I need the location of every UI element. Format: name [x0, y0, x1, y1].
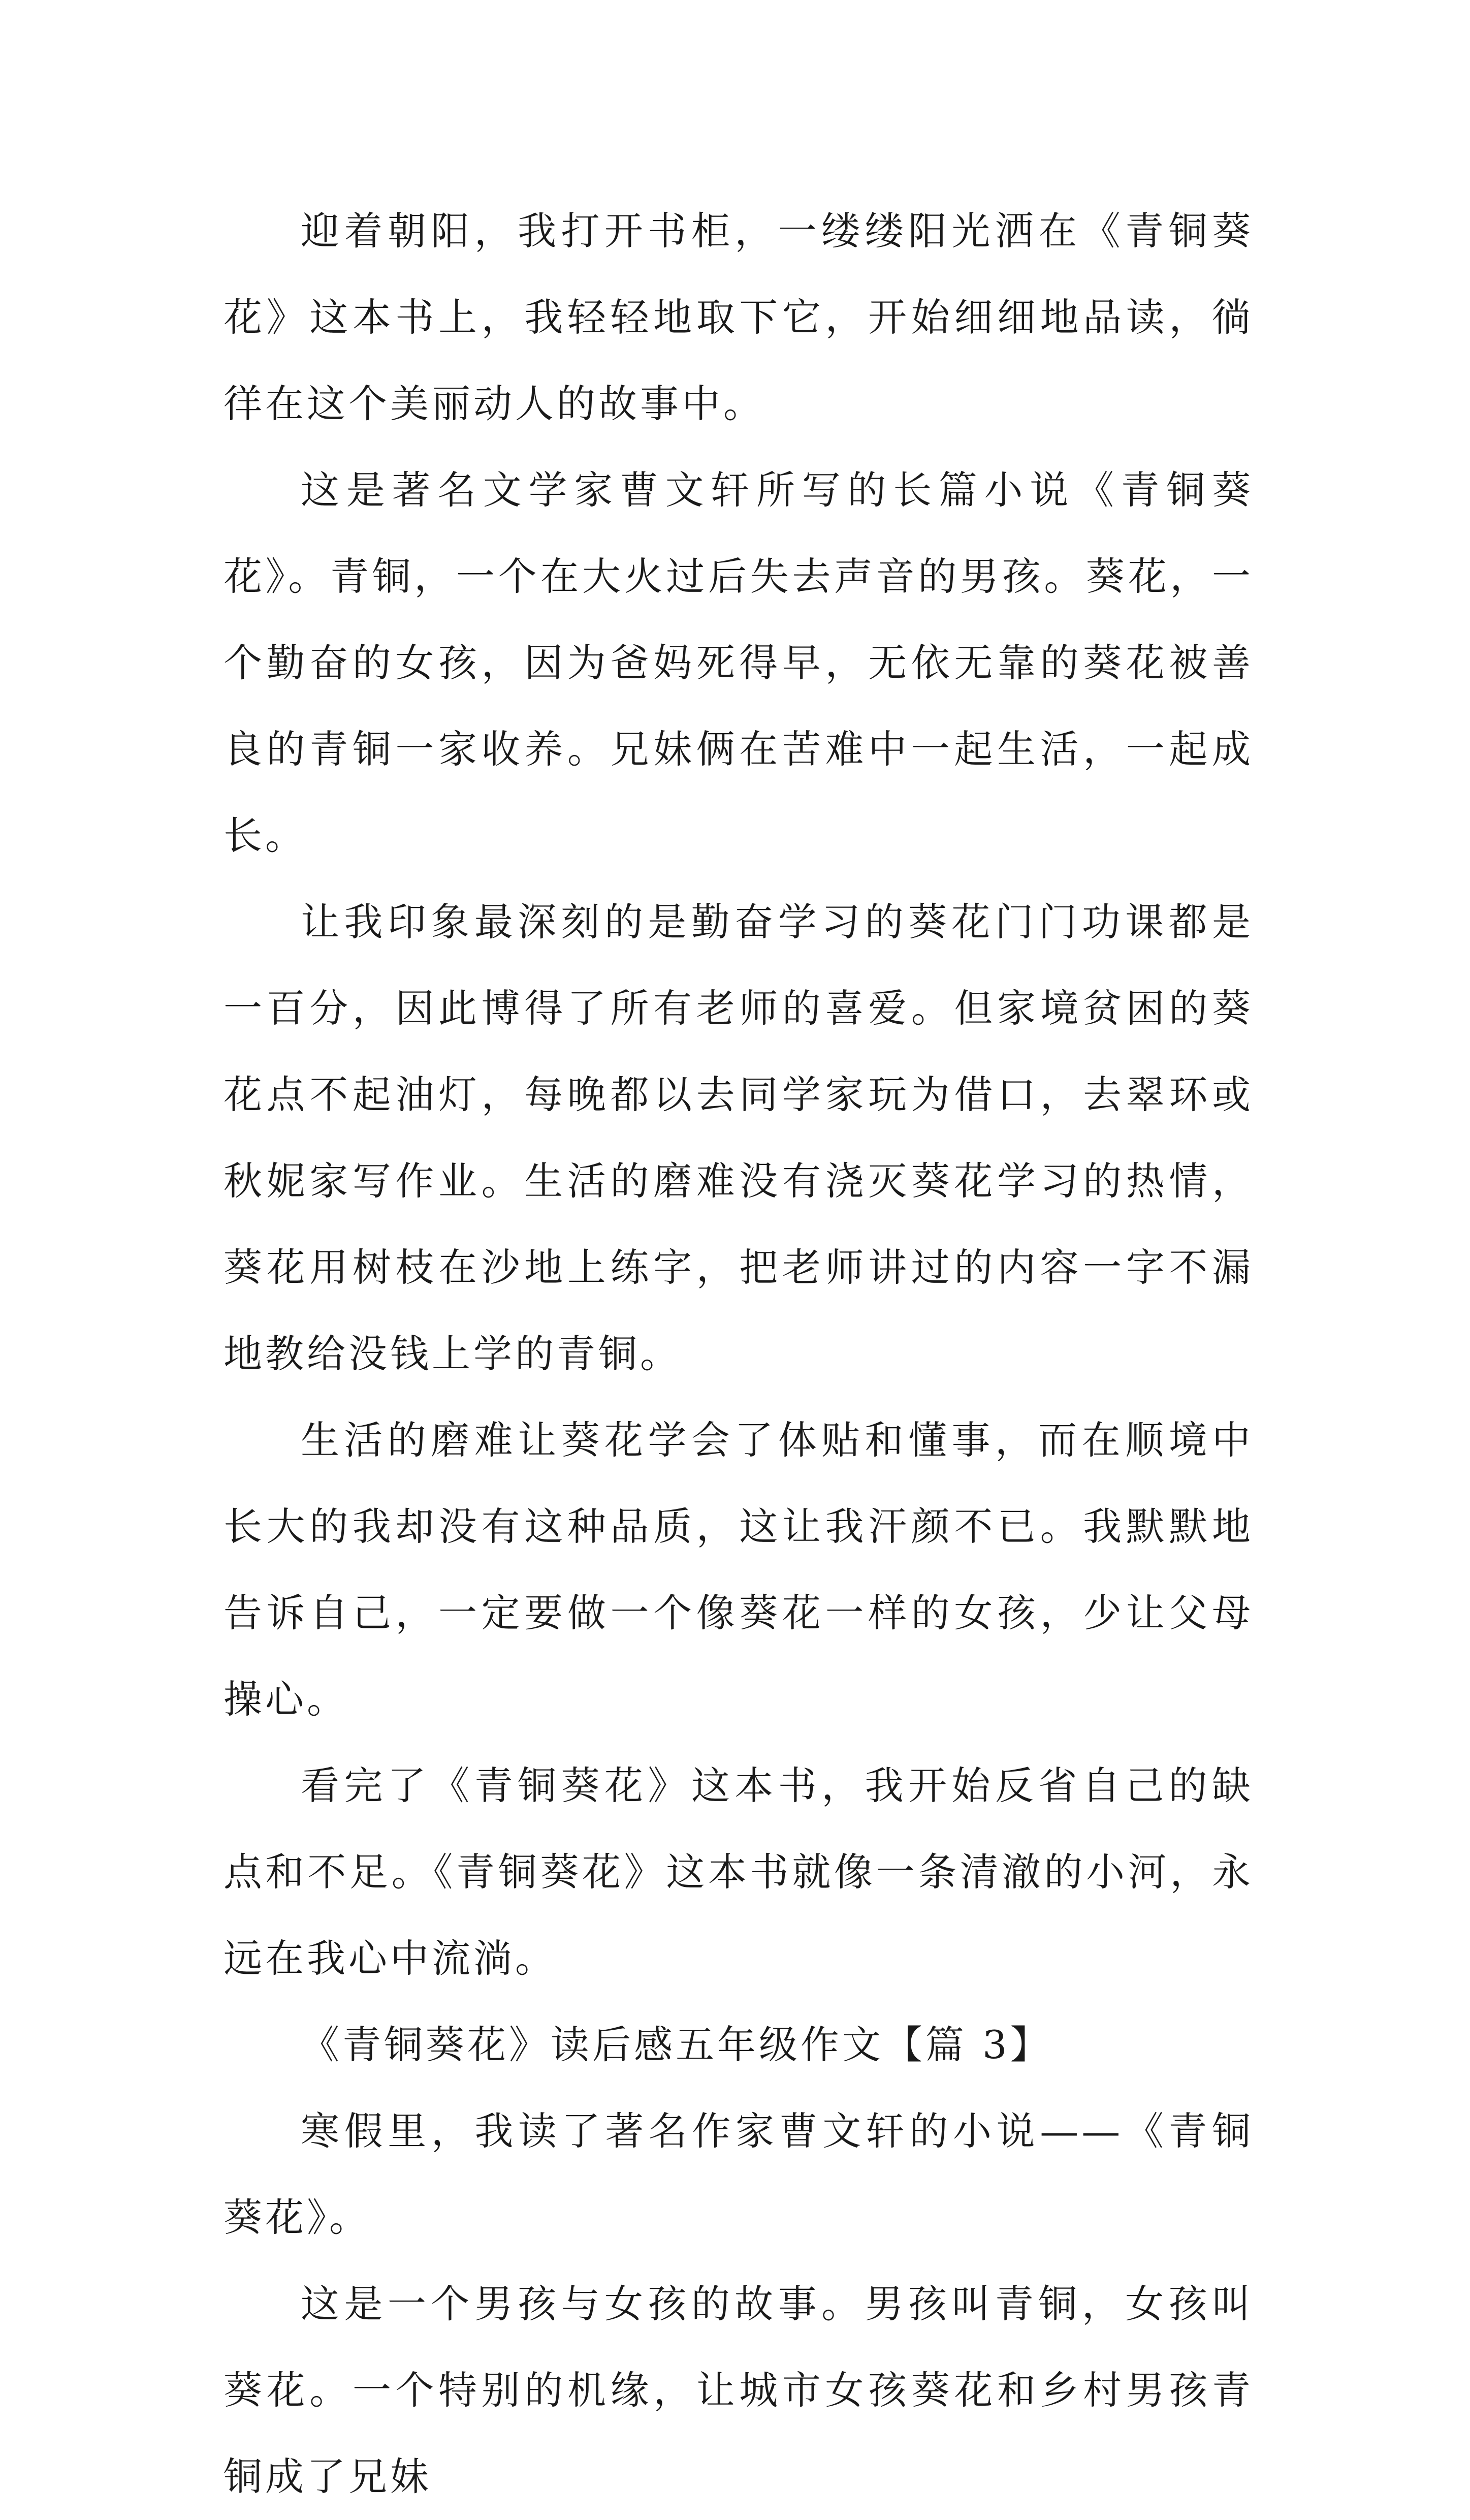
paragraph: 生活的磨难让葵花学会了体贴和懂事，而在顺境中长大的我却没有这种品质，这让我汗颜不已。我默默地告诉自己，一定要做一个像葵花一样的女孩，少让父母操心。	[223, 1418, 1254, 1722]
paragraph: 寒假里，我读了著名作家曹文轩的小说——《青铜葵花》。	[223, 2108, 1254, 2240]
document-page	[223, 188, 1254, 2520]
paragraph: 这是著名文学家曹文轩所写的长篇小说《青铜葵花》。青铜，一个在大火过后失去声音的男孩。葵花，一个勤奋的女孩，因为爸妈死得早，无依无靠的葵花被善良的青铜一家收养。兄妹俩在苦难中一起生活，一起成长。	[223, 467, 1254, 858]
paragraph: 这是一个男孩与女孩的故事。男孩叫青铜，女孩叫葵花。一个特别的机缘，让城市女孩葵花和乡村男孩青铜成了兄妹	[223, 2281, 1254, 2499]
section-heading: 《青铜葵花》读后感五年级作文【篇 3】	[301, 2022, 1052, 2067]
paragraph: 迎着朝阳，我打开书柜，一缕缕阳光洒在《青铜葵花》这本书上，我轻轻地取下它，开始细细地品读，徜徉在这个美丽动人的故事中。	[223, 208, 1254, 426]
paragraph: 让我印象最深刻的是勤奋学习的葵花门门功课都是一百分，因此博得了所有老师的喜爱。但家境贫困的葵花点不起油灯，每晚都以去同学家玩为借口，去翠环或秋妮家写作业。生活的磨难没有浇灭葵花学习的热情，葵花用树枝在沙地上练字，把老师讲过的内容一字不漏地教给没钱上学的青铜。	[223, 899, 1254, 1376]
paragraph: 看完了《青铜葵花》这本书，我开始反省自己的缺点和不足。《青铜葵花》这本书就像一条清澈的小河，永远在我心中流淌。	[223, 1763, 1254, 1981]
